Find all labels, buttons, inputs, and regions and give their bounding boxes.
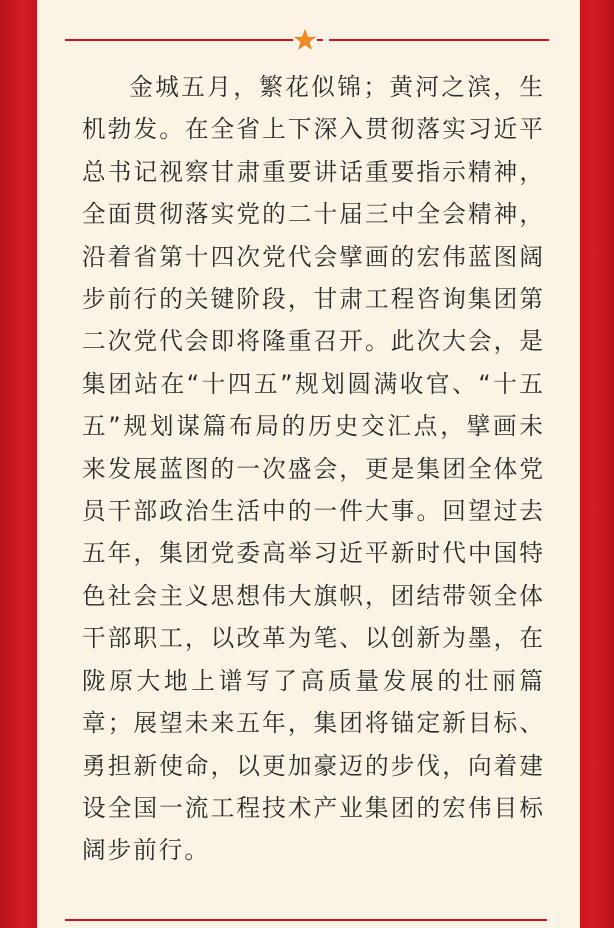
left-red-border <box>0 0 37 928</box>
article-paragraph: 金城五月，繁花似锦；黄河之滨，生机勃发。在全省上下深入贯彻落实习近平总书记视察甘肃重要讲话重要指示精神，全面贯彻落实党的二十届三中全会精神，沿着省第十四次党代会擘画的宏伟蓝图阔步前行的关键阶段，甘肃工程咨询集团第二次党代会即将隆重召开。此次大会，是集团站在“十四五”规划圆满收官、“十五五”规划谋篇布局的历史交汇点，擘画未来发展蓝图的一次盛会，更是集团全体党员干部政治生活中的一件大事。回望过去五年，集团党委高举习近平新时代中国特色社会主义思想伟大旗帜，团结带领全体干部职工，以改革为笔、以创新为墨，在陇原大地上谱写了高质量发展的壮丽篇章；展望未来五年，集团将锚定新目标、勇担新使命，以更加豪迈的步伐，向着建设全国一流工程技术产业集团的宏伟目标阔步前行。 <box>82 73 545 865</box>
star-icon <box>293 28 317 52</box>
bottom-divider <box>65 919 547 921</box>
top-divider-left <box>65 39 323 41</box>
right-red-border <box>580 0 614 928</box>
top-divider-right <box>329 39 549 41</box>
article-panel <box>37 0 580 928</box>
